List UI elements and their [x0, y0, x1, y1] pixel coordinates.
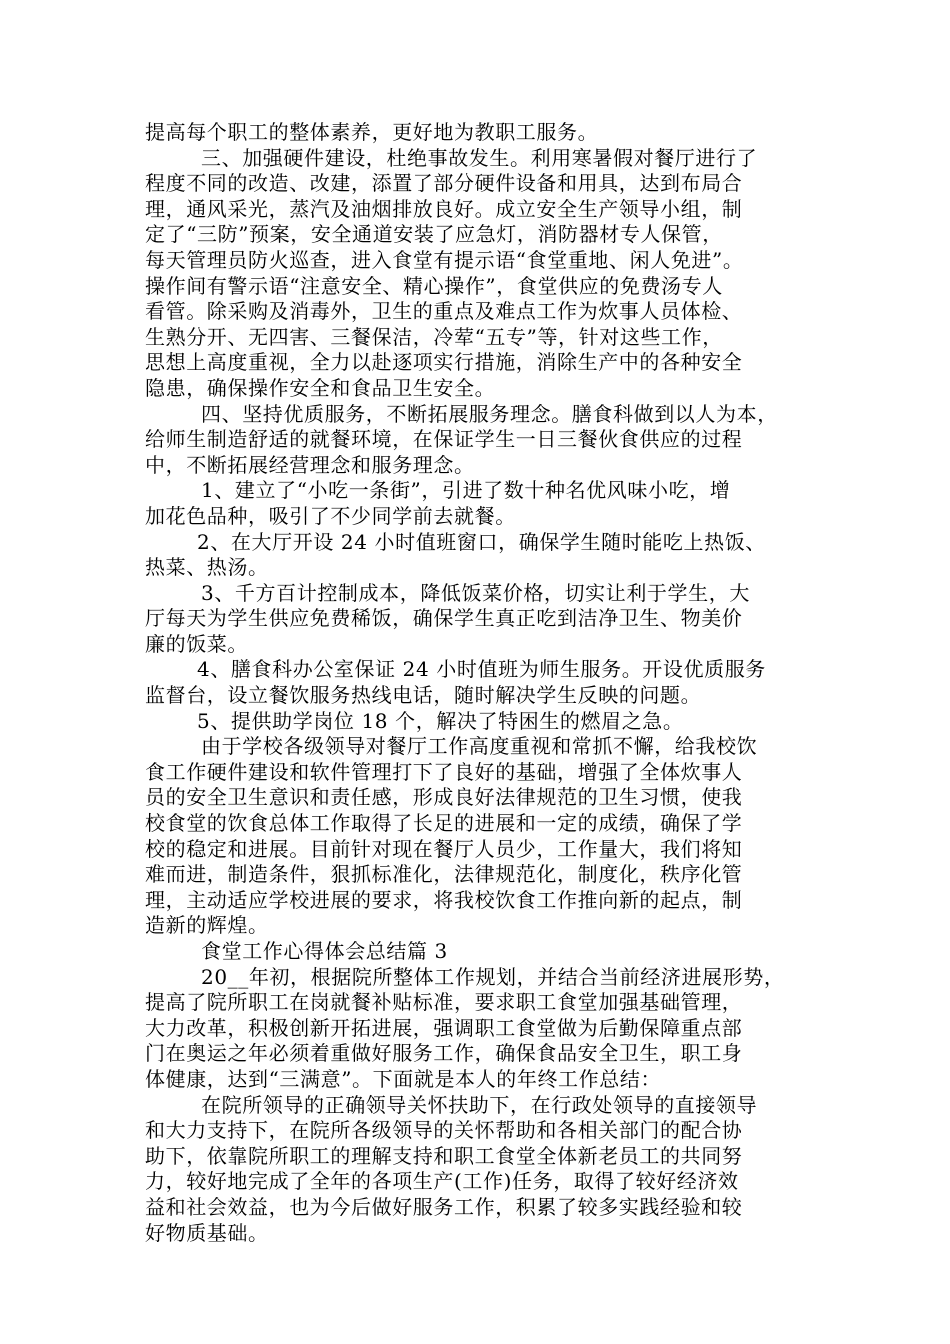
- text-line: 20__年初，根据院所整体工作规划，并结合当前经济进展形势，: [201, 964, 785, 989]
- text-line: 监督台，设立餐饮服务热线电话，随时解决学生反映的问题。: [145, 683, 702, 708]
- text-line: 4、膳食科办公室保证 24 小时值班为师生服务。开设优质服务: [197, 657, 766, 682]
- document-body: [145, 120, 835, 1246]
- text-line: 难而进，制造条件，狠抓标准化，法律规范化，制度化，秩序化管: [145, 862, 743, 887]
- text-line: 员的安全卫生意识和责任感，形成良好法律规范的卫生习惯，使我: [145, 785, 743, 810]
- text-line: 看管。除采购及消毒外，卫生的重点及难点工作为炊事人员体检、: [145, 299, 743, 324]
- text-line: 5、提供助学岗位 18 个，解决了特困生的燃眉之急。: [197, 708, 684, 733]
- text-line: 3、千方百计控制成本，降低饭菜价格，切实让利于学生，大: [201, 580, 750, 605]
- text-line: 助下，依靠院所职工的理解支持和职工食堂全体新老员工的共同努: [145, 1143, 743, 1168]
- text-line: 思想上高度重视，全力以赴逐项实行措施，消除生产中的各种安全: [145, 350, 743, 375]
- text-line: 好物质基础。: [145, 1220, 269, 1245]
- text-line: 三、加强硬件建设，杜绝事故发生。利用寒暑假对餐厅进行了: [201, 145, 758, 170]
- text-line: 益和社会效益，也为今后做好服务工作，积累了较多实践经验和较: [145, 1194, 743, 1219]
- text-line: 由于学校各级领导对餐厅工作高度重视和常抓不懈，给我校饮: [201, 734, 758, 759]
- text-line: 食工作硬件建设和软件管理打下了良好的基础，增强了全体炊事人: [145, 759, 743, 784]
- section-heading: 食堂工作心得体会总结篇 3: [201, 939, 448, 963]
- text-line: 热菜、热汤。: [145, 555, 269, 580]
- text-line: 校食堂的饮食总体工作取得了长足的进展和一定的成绩，确保了学: [145, 811, 743, 836]
- text-line: 生熟分开、无四害、三餐保洁，冷荤“五专”等，针对这些工作，: [145, 324, 723, 349]
- text-line: 校的稳定和进展。目前针对现在餐厅人员少，工作量大，我们将知: [145, 836, 743, 861]
- text-line: 四、坚持优质服务，不断拓展服务理念。膳食科做到以人为本，: [201, 401, 778, 426]
- text-line: 操作间有警示语“注意安全、精心操作”，食堂供应的免费汤专人: [145, 273, 723, 298]
- text-line: 大力改革，积极创新开拓进展，强调职工食堂做为后勤保障重点部: [145, 1015, 743, 1040]
- text-line: 给师生制造舒适的就餐环境，在保证学生一日三餐伙食供应的过程: [145, 427, 743, 452]
- text-line: 程度不同的改造、改建，添置了部分硬件设备和用具，达到布局合: [145, 171, 743, 196]
- text-line: 定了“三防”预案，安全通道安装了应急灯，消防器材专人保管，: [145, 222, 723, 247]
- text-line: 造新的辉煌。: [145, 913, 269, 938]
- text-line: 门在奥运之年必须着重做好服务工作，确保食品安全卫生，职工身: [145, 1041, 743, 1066]
- text-line: 在院所领导的正确领导关怀扶助下，在行政处领导的直接领导: [201, 1092, 758, 1117]
- text-line: 和大力支持下，在院所各级领导的关怀帮助和各相关部门的配合协: [145, 1118, 743, 1143]
- text-line: 每天管理员防火巡查，进入食堂有提示语“食堂重地、闲人免进”。: [145, 247, 744, 272]
- text-line: 理，主动适应学校进展的要求，将我校饮食工作推向新的起点，制: [145, 887, 743, 912]
- text-line: 隐患，确保操作安全和食品卫生安全。: [145, 375, 496, 400]
- text-line: 加花色品种，吸引了不少同学前去就餐。: [145, 503, 516, 528]
- text-line: 中，不断拓展经营理念和服务理念。: [145, 452, 475, 477]
- text-line: 力，较好地完成了全年的各项生产(工作)任务，取得了较好经济效: [145, 1169, 739, 1194]
- text-line: 提高每个职工的整体素养，更好地为教职工服务。: [145, 120, 599, 144]
- text-line: 廉的饭菜。: [145, 631, 248, 656]
- text-line: 厅每天为学生供应免费稀饭，确保学生真正吃到洁净卫生、物美价: [145, 606, 743, 631]
- text-line: 理，通风采光，蒸汽及油烟排放良好。成立安全生产领导小组，制: [145, 196, 743, 221]
- text-line: 体健康，达到“三满意”。下面就是本人的年终工作总结：: [145, 1066, 662, 1091]
- text-line: 提高了院所职工在岗就餐补贴标准，要求职工食堂加强基础管理，: [145, 990, 743, 1015]
- text-line: 2、在大厅开设 24 小时值班窗口，确保学生随时能吃上热饭、: [197, 529, 766, 554]
- text-line: 1、建立了“小吃一条街”，引进了数十种名优风味小吃，增: [201, 478, 731, 503]
